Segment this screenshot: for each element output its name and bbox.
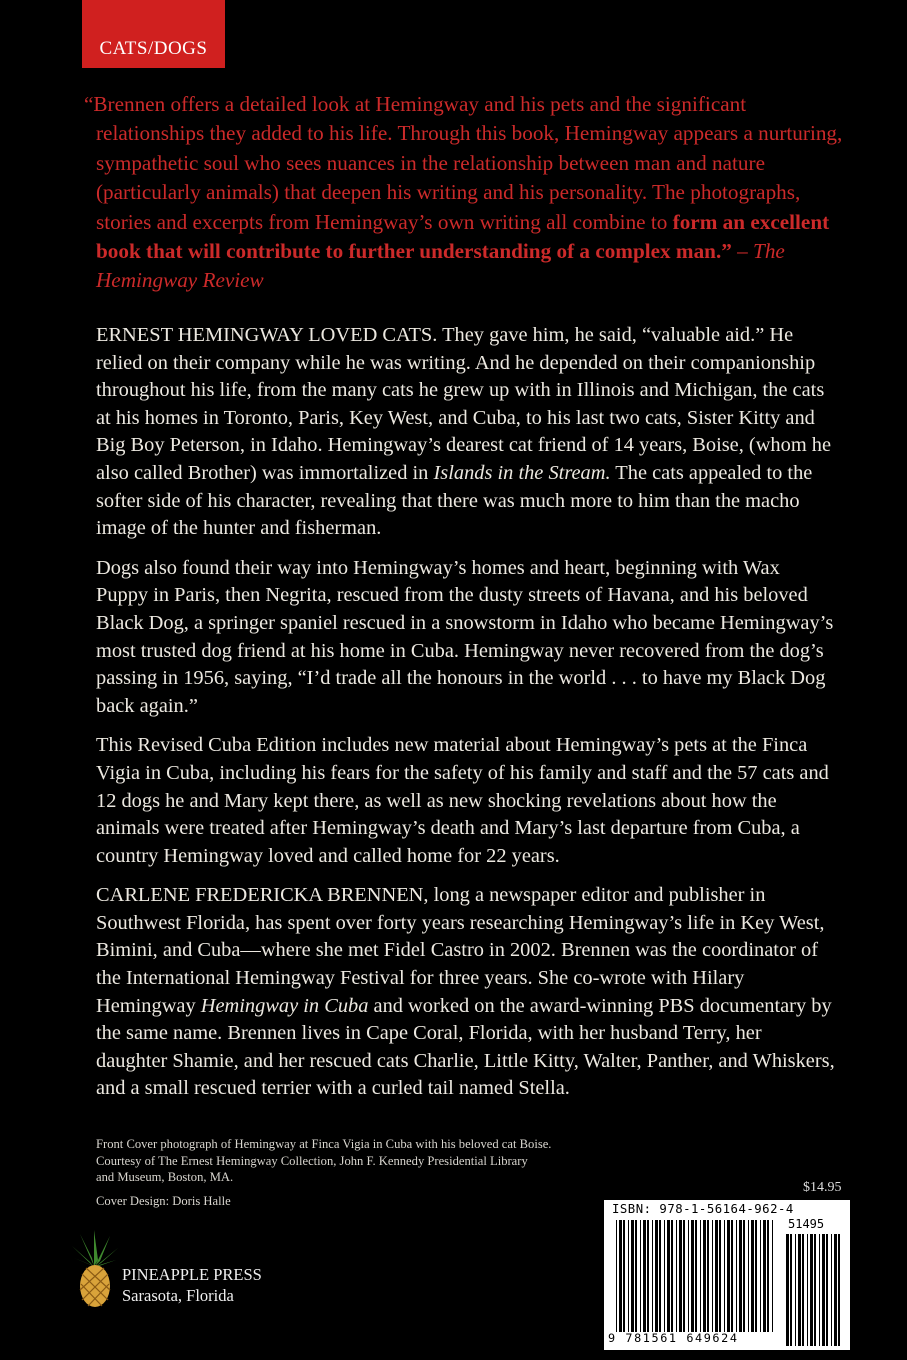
barcode-bar (659, 1220, 661, 1332)
barcode-bar (814, 1234, 816, 1346)
barcode-bar (810, 1234, 813, 1346)
author-bio-text-end: and worked on the award-winning PBS documentary by the same name. Brennen lives in Cape Coral, Florida, with her husband Terry, her daughter Shamie, and her rescued cats Charlie, Little Kitty, Walter, Panther, and Whiskers, and a small rescued terrier with a curled tail named Stella. (96, 994, 835, 1100)
barcode-bar (667, 1220, 670, 1332)
paragraph-dogs: Dogs also found their way into Hemingway’s homes and heart, beginning with Wax Puppy in Paris, then Negrita, rescued from the dusty streets of Havana, and his beloved Black Dog, a springer spaniel rescued in a snowstorm in Idaho who became Hemingway’s most trusted dog friend at his home in Cuba. Hemingway never recovered from the dog’s passing in 1956, saying, “I’d trade all the honours in the world . . . to have my Black Dog back again.” (96, 556, 834, 717)
barcode-bar (623, 1220, 625, 1332)
barcode-bar (822, 1234, 825, 1346)
barcode (604, 1200, 850, 1350)
barcode-bar (655, 1220, 658, 1332)
paragraph-author (96, 882, 836, 1103)
category-label (82, 0, 225, 68)
barcode-bar (616, 1220, 617, 1332)
barcode-bar (700, 1220, 701, 1332)
barcode-bars-icon (604, 1200, 850, 1350)
review-source: The Hemingway Review (96, 239, 785, 293)
barcode-bar (767, 1220, 769, 1332)
category-text: CATS/DOGS (99, 38, 208, 59)
isbn-number: ISBN: 978-1-56164-962-4 (612, 1202, 794, 1216)
barcode-bar (831, 1234, 832, 1346)
barcode-bar (739, 1220, 742, 1332)
credit-line: Courtesy of The Ernest Hemingway Collection, John F. Kennedy Presidential Library (96, 1153, 528, 1168)
cover-credits (96, 1136, 596, 1209)
barcode-bar (724, 1220, 725, 1332)
publisher-city: Sarasota, Florida (122, 1286, 234, 1305)
barcode-bar (755, 1220, 757, 1332)
barcode-bar (807, 1234, 808, 1346)
credit-line: and Museum, Boston, MA. (96, 1170, 234, 1184)
credit-line: Front Cover photograph of Hemingway at Finca Vigia in Cuba with his beloved cat Boise. (96, 1137, 552, 1151)
description (96, 322, 836, 1115)
barcode-bar (748, 1220, 749, 1332)
book-title-cuba: Hemingway in Cuba (200, 994, 369, 1017)
barcode-bar (619, 1220, 622, 1332)
barcode-bar (760, 1220, 761, 1332)
barcode-addon-number: 51495 (788, 1217, 825, 1231)
barcode-bar (695, 1220, 697, 1332)
book-title-islands: Islands in the Stream. (433, 461, 611, 484)
cover-design-credit: Cover Design: Doris Halle (96, 1193, 231, 1208)
barcode-bar (664, 1220, 665, 1332)
barcode-bar (691, 1220, 694, 1332)
barcode-bar (763, 1220, 766, 1332)
barcode-bar (628, 1220, 629, 1332)
barcode-bar (727, 1220, 730, 1332)
barcode-bar (736, 1220, 737, 1332)
barcode-bar (712, 1220, 713, 1332)
review-paragraph (84, 90, 844, 296)
barcode-bar (643, 1220, 646, 1332)
paragraph-cats-text: ERNEST HEMINGWAY LOVED CATS. They gave him, he said, “valuable aid.” He relied on their company while he was writing. And he depended on their companionship throughout his life, from the many cats he grew up with in Illinois and Michigan, the cats at his homes in Toronto, Paris, Key West, and Cuba, to his last two cats, Sister Kitty and Big Boy Peterson, in Idaho. Hemingway’s dearest cat friend of 14 years, Boise, (whom he also called Brother) was immortalized in (96, 324, 832, 484)
barcode-bar (798, 1234, 801, 1346)
barcode-bar (790, 1234, 792, 1346)
barcode-bar (719, 1220, 721, 1332)
price: $14.95 (803, 1180, 842, 1195)
paragraph-edition: This Revised Cuba Edition includes new material about Hemingway’s pets at the Finca Vigia in Cuba, including his fears for the safety of his family and staff and the 57 cats and 12 dogs he and Mary kept there, as well as new shocking revelations about how the animals were treated after Hemingway’s death and Mary’s last departure from Cuba, a country Hemingway loved and called home for 22 years. (96, 734, 829, 867)
publisher-text (122, 1264, 262, 1306)
barcode-bar (834, 1234, 837, 1346)
barcode-bar (838, 1234, 840, 1346)
barcode-bar (631, 1220, 634, 1332)
barcode-bar (647, 1220, 649, 1332)
barcode-bar (688, 1220, 689, 1332)
review-quote (84, 90, 844, 296)
ean-number: 9 781561 649624 (608, 1331, 739, 1345)
barcode-bar (635, 1220, 637, 1332)
author-bio-text: CARLENE FREDERICKA BRENNEN, long a newspaper editor and publisher in Southwest Florida, has spent over forty years researching Hemingway’s life in Key West, Bimini, and Cuba—where she met Fidel Castro in 2002. Brennen was the coordinator of the International Hemingway Festival for three years. She co-wrote with Hilary Hemingway (96, 884, 825, 1017)
barcode-bar (676, 1220, 677, 1332)
barcode-bar (743, 1220, 745, 1332)
barcode-bar (795, 1234, 796, 1346)
barcode-bar (679, 1220, 682, 1332)
paragraph-cats (96, 322, 836, 543)
barcode-bar (772, 1220, 773, 1332)
barcode-bar (826, 1234, 828, 1346)
review-quote-emphasis: form an excellent book that will contribute to further understanding of a complex man.” (96, 209, 830, 264)
publisher-name: PINEAPPLE PRESS (122, 1265, 262, 1284)
review-dash: – (731, 239, 754, 264)
barcode-bar (707, 1220, 709, 1332)
barcode-bar (652, 1220, 653, 1332)
barcode-bar (703, 1220, 706, 1332)
review-quote-text: “Brennen offers a detailed look at Hemingway and his pets and the significant relationships they added to his life. Through this book, Hemingway appears a nurturing, sympathetic soul who sees nuances in the relationship between man and nature (particularly animals) that deepen his writing and his personality. The photographs, stories and excerpts from Hemingway’s own writing all combine to (84, 92, 843, 234)
barcode-bar (751, 1220, 754, 1332)
barcode-bar (786, 1234, 789, 1346)
barcode-bar (683, 1220, 685, 1332)
publisher-block (70, 1228, 330, 1318)
barcode-bar (671, 1220, 673, 1332)
barcode-bar (640, 1220, 641, 1332)
paragraph-cats-text-end: The cats appealed to the softer side of his character, revealing that there was much more to him than the macho image of the hunter and fisherman. (96, 461, 813, 540)
barcode-bar (819, 1234, 820, 1346)
barcode-bar (715, 1220, 718, 1332)
pineapple-logo-icon (70, 1228, 120, 1318)
barcode-bar (802, 1234, 804, 1346)
barcode-bar (731, 1220, 733, 1332)
